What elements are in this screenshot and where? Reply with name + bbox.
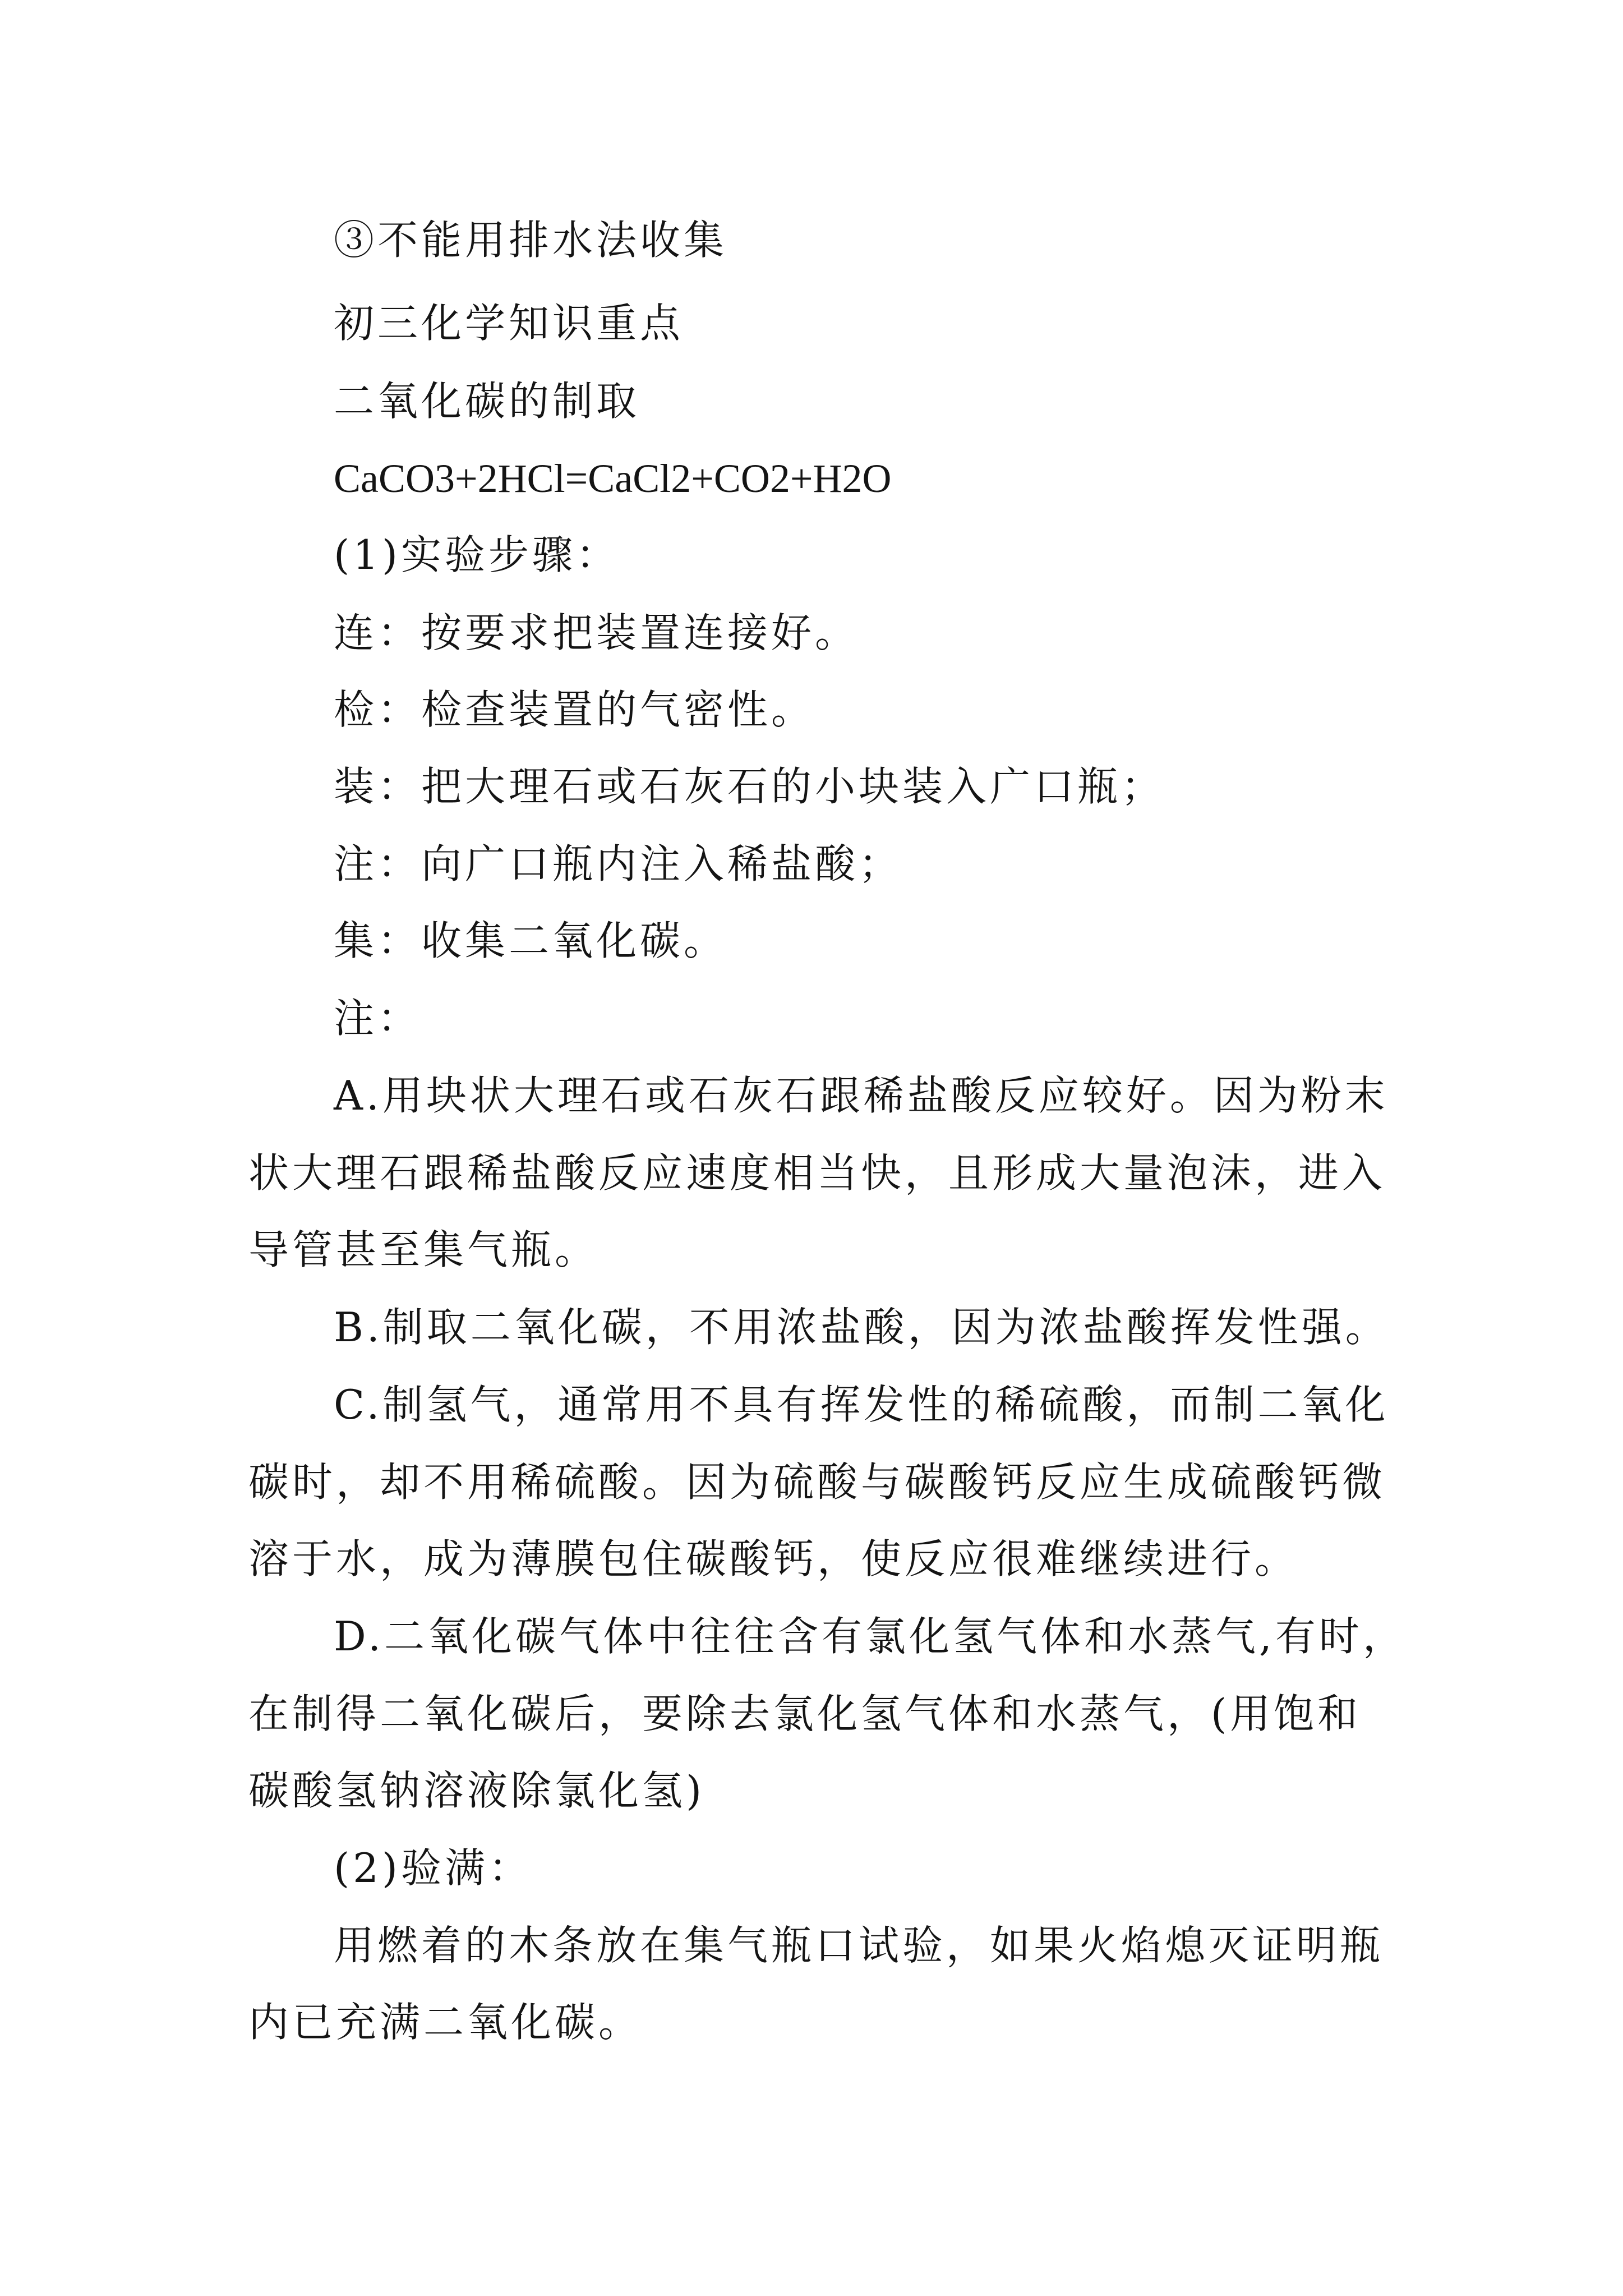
note-a-line-2: 状大理石跟稀盐酸反应速度相当快，且形成大量泡沫，进入 bbox=[248, 1149, 1386, 1197]
verify-heading: (2)验满： bbox=[334, 1844, 532, 1892]
note-d-line-2: 在制得二氧化碳后，要除去氯化氢气体和水蒸气，(用饱和 bbox=[248, 1690, 1362, 1737]
notes-heading: 注： bbox=[334, 995, 422, 1042]
note-c-line-2: 碳时，却不用稀硫酸。因为硫酸与碳酸钙反应生成硫酸钙微 bbox=[248, 1458, 1386, 1506]
verify-text-line-1: 用燃着的木条放在集气瓶口试验，如果火焰熄灭证明瓶 bbox=[334, 1922, 1384, 1969]
note-a-line-1: A.用块状大理石或石灰石跟稀盐酸反应较好。因为粉末 bbox=[334, 1072, 1389, 1119]
note-c-line-3: 溶于水，成为薄膜包住碳酸钙，使反应很难继续进行。 bbox=[248, 1535, 1299, 1582]
step-load: 装：把大理石或石灰石的小块装入广口瓶； bbox=[334, 763, 1165, 810]
step-connect: 连：按要求把装置连接好。 bbox=[334, 609, 859, 656]
note-d-line-1: D.二氧化碳气体中往往含有氯化氢气体和水蒸气,有时， bbox=[334, 1613, 1407, 1660]
note-c-line-1: C.制氢气，通常用不具有挥发性的稀硫酸，而制二氧化 bbox=[334, 1381, 1389, 1428]
subsection-title: 二氧化碳的制取 bbox=[334, 378, 640, 425]
chemical-equation: CaCO3+2HCl=CaCl2+CO2+H2O bbox=[334, 456, 892, 501]
steps-heading: (1)实验步骤： bbox=[334, 531, 620, 578]
step-inject: 注：向广口瓶内注入稀盐酸； bbox=[334, 840, 903, 887]
text-line-collection-note: ③不能用排水法收集 bbox=[334, 217, 728, 264]
step-check: 检：检查装置的气密性。 bbox=[334, 686, 815, 733]
verify-text-line-2: 内已充满二氧化碳。 bbox=[248, 1999, 643, 2046]
note-b-line-1: B.制取二氧化碳，不用浓盐酸，因为浓盐酸挥发性强。 bbox=[334, 1304, 1389, 1351]
step-collect: 集：收集二氧化碳。 bbox=[334, 917, 728, 964]
note-a-line-3: 导管甚至集气瓶。 bbox=[248, 1226, 599, 1273]
section-title: 初三化学知识重点 bbox=[334, 300, 684, 347]
note-d-line-3: 碳酸氢钠溶液除氯化氢) bbox=[248, 1767, 706, 1814]
